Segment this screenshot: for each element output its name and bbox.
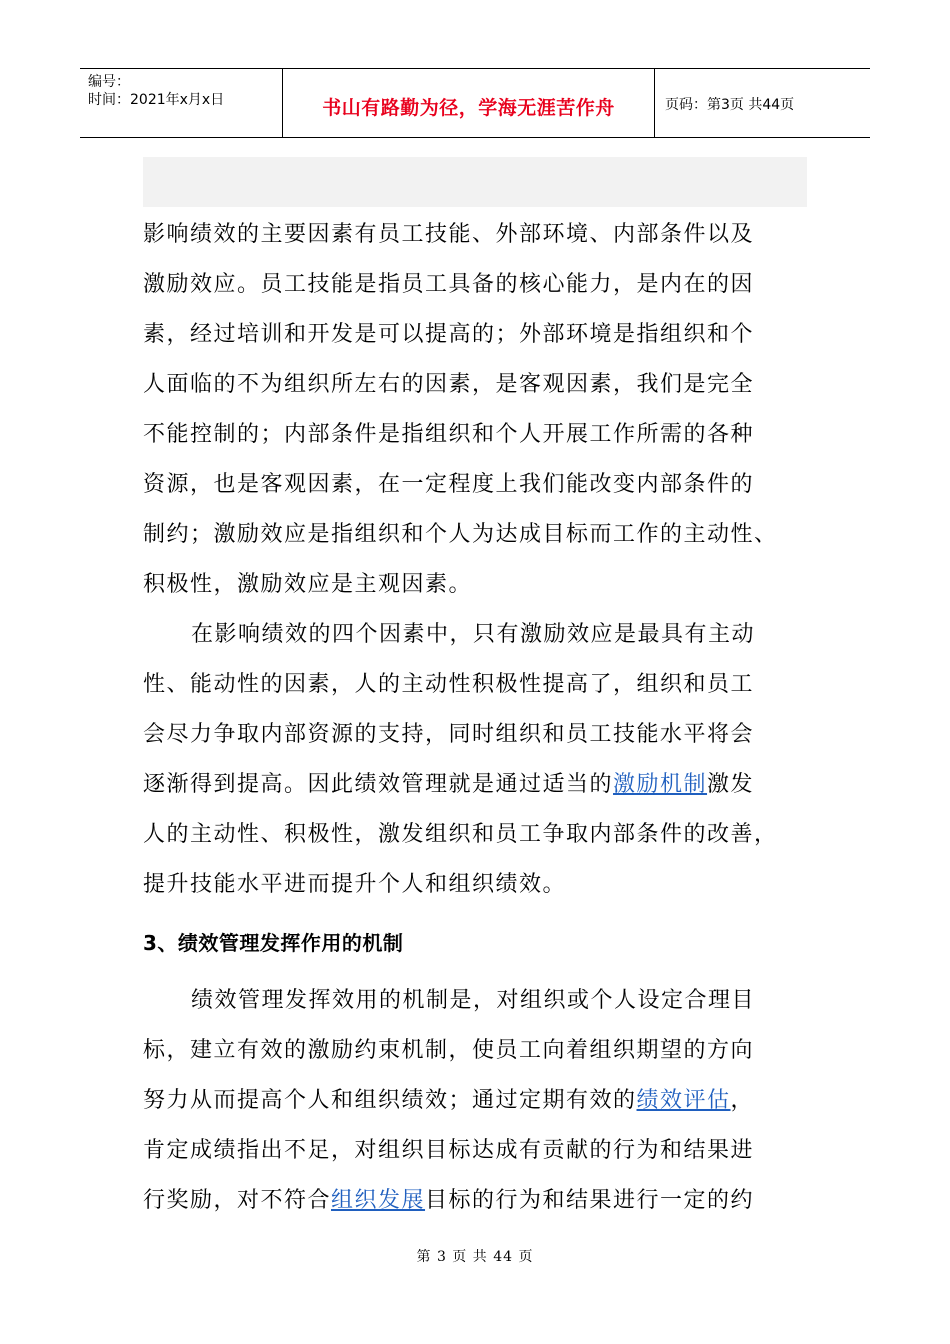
text-span: 行奖励，对不符合	[143, 1188, 332, 1213]
link-performance-evaluation[interactable]: 绩效评估	[636, 1088, 731, 1113]
text-line: 制约；激励效应是指组织和个人为达成目标而工作的主动性、	[143, 522, 778, 547]
paragraph-3	[143, 976, 807, 1226]
text-span: 逐渐得到提高。因此绩效管理就是通过适当的	[143, 772, 614, 797]
text-line: 影响绩效的主要因素有员工技能、外部环境、内部条件以及	[143, 222, 755, 247]
paragraph-1	[143, 210, 807, 610]
text-line: 会尽力争取内部资源的支持，同时组织和员工技能水平将会	[143, 722, 755, 747]
text-span: 目标的行为和结果进行一定的约	[425, 1188, 755, 1213]
text-line: 激励效应。员工技能是指员工具备的核心能力，是内在的因	[143, 272, 755, 297]
text-line: 人的主动性、积极性，激发组织和员工争取内部条件的改善，	[143, 822, 778, 847]
shaded-band	[143, 157, 807, 207]
header-time-label: 时间：2021年x月x日	[88, 92, 225, 108]
header-motto-cell	[283, 69, 655, 137]
text-line: 肯定成绩指出不足，对组织目标达成有贡献的行为和结果进	[143, 1138, 755, 1163]
text-line: 性、能动性的因素，人的主动性积极性提高了，组织和员工	[143, 672, 755, 697]
link-incentive-mechanism[interactable]: 激励机制	[613, 772, 708, 797]
header-page-cell	[655, 69, 870, 137]
page-footer: 第 3 页 共 44 页	[416, 1249, 534, 1265]
text-line: 不能控制的；内部条件是指组织和个人开展工作所需的各种	[143, 422, 755, 447]
paragraph-2	[143, 610, 807, 910]
text-line: 人面临的不为组织所左右的因素，是客观因素，我们是完全	[143, 372, 755, 397]
text-line: 提升技能水平进而提升个人和组织绩效。	[143, 872, 567, 897]
document-body	[143, 210, 807, 1226]
page-header	[80, 68, 870, 138]
text-span: ，	[730, 1088, 755, 1113]
text-line: 资源，也是客观因素，在一定程度上我们能改变内部条件的	[143, 472, 755, 497]
header-motto: 书山有路勤为径，学海无涯苦作舟	[322, 97, 615, 119]
text-line	[143, 760, 807, 810]
text-line: 在影响绩效的四个因素中，只有激励效应是最具有主动	[191, 622, 756, 647]
link-organization-development[interactable]: 组织发展	[331, 1188, 426, 1213]
text-line	[143, 1076, 807, 1126]
header-number-label: 编号：	[88, 74, 130, 90]
text-span: 努力从而提高个人和组织绩效；通过定期有效的	[143, 1088, 637, 1113]
header-meta	[80, 69, 283, 137]
text-line: 绩效管理发挥效用的机制是，对组织或个人设定合理目	[191, 988, 756, 1013]
text-line	[143, 1176, 807, 1226]
text-line: 标，建立有效的激励约束机制，使员工向着组织期望的方向	[143, 1038, 755, 1063]
section-heading: 3、绩效管理发挥作用的机制	[143, 931, 404, 955]
text-line: 素，经过培训和开发是可以提高的；外部环境是指组织和个	[143, 322, 755, 347]
header-page-info: 页码：第3页 共44页	[665, 97, 795, 113]
text-line: 积极性，激励效应是主观因素。	[143, 572, 473, 597]
text-span: 激发	[707, 772, 755, 797]
